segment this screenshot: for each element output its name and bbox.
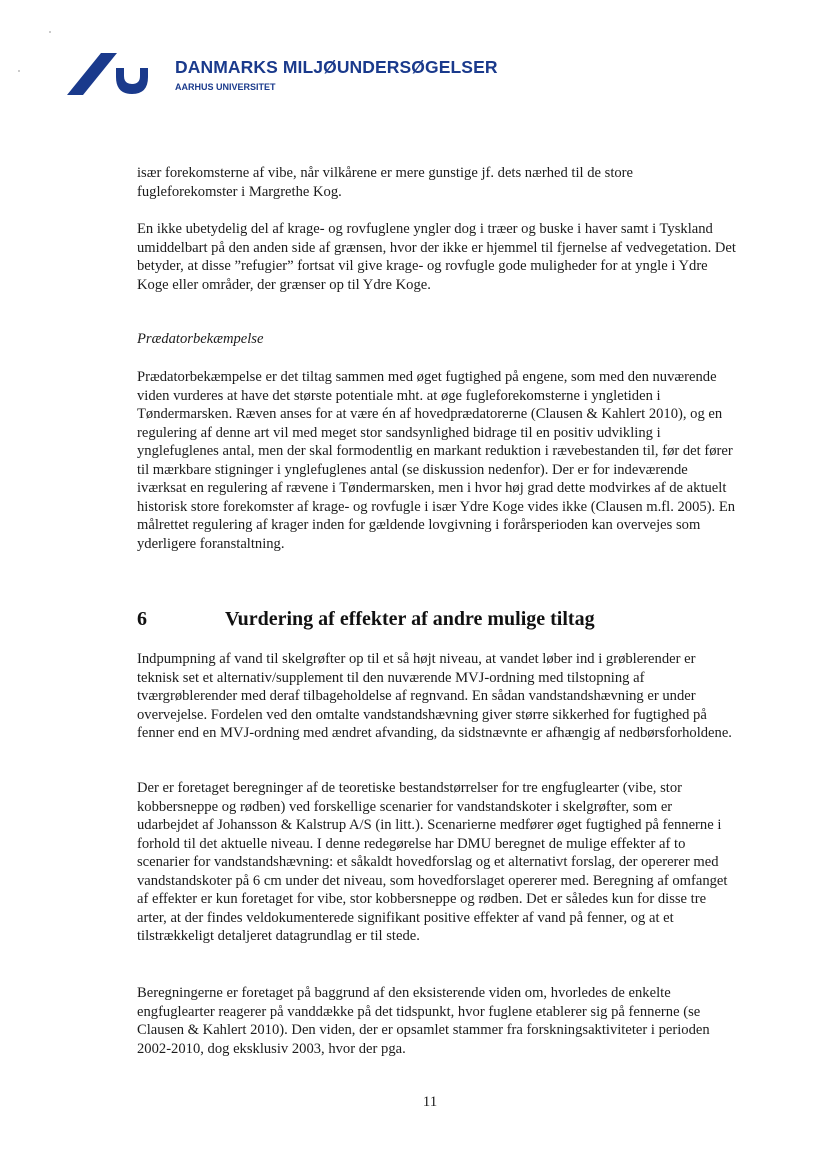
organization-name: DANMARKS MILJØUNDERSØGELSER [175, 57, 498, 77]
body-paragraph [137, 984, 737, 1058]
body-paragraph [137, 779, 737, 946]
section-title: Vurdering af effekter af andre mulige tiltag [225, 608, 595, 630]
paragraph-text: En ikke ubetydelig del af krage- og rovfuglene yngler dog i træer og buske i haver samt i Tyskland umiddelbart på den anden side af grænsen, hvor der ikke er hjemmel til fjernelse af vedvegetation. Det betyder, at disse ”refugier” fortsat vil give krage- og rovfugle gode muligheder for at yngle i Ydre Koge eller områder, der grænser op til Ydre Koge. [137, 221, 736, 293]
body-paragraph [137, 368, 737, 553]
scan-speck [18, 70, 20, 72]
paragraph-text: Prædatorbekæmpelse er det tiltag sammen med øget fugtighed på engene, som med den nuværende viden vurderes at have det største potentiale mht. at øge fugleforekomsterne i yngletiden i Tøndermarsken. Ræven anses for at være én af hovedprædatorerne (Clausen & Kahlert 2010), og en regulering af denne art vil med meget stor sandsynlighed bidrage til en positiv udvikling i ynglefuglenes antal, men der skal formodentlig en markant reduktion i rævebestanden til, før det fører til mærkbare stigninger i ynglefuglenes antal (se diskussion nedenfor). Der er for indeværende iværksat en regulering af rævene i Tøndermarsken, men i hvor høj grad dette modvirkes af de aktuelt historisk store forekomster af krage- og rovfugle i især Ydre Koge vides ikke (Clausen m.fl. 2005). En målrettet regulering af krager inden for gældende lovgivning i forårsperioden kan overvejes som yderligere foranstaltning. [137, 369, 736, 552]
body-paragraph [137, 650, 737, 743]
body-paragraph [137, 220, 737, 294]
section-number: 6 [137, 608, 147, 630]
subsection-heading: Prædatorbekæmpelse [137, 331, 264, 347]
paragraph-text: Beregningerne er foretaget på baggrund af den eksisterende viden om, hvorledes de enkelte engfuglearter reagerer på vanddække på det tidspunkt, hvor fuglene etablerer sig på fennerne (se Clausen & Kahlert 2010). Den viden, der er opsamlet stammer fra forskningsaktiviteter i perioden 2002-2010, dog eksklusiv 2003, hvor der pga. [137, 985, 710, 1057]
page-number: 11 [422, 1094, 438, 1110]
paragraph-text: Indpumpning af vand til skelgrøfter op til et så højt niveau, at vandet løber ind i grøblerender er teknisk set et alternativ/supplement til den nuværende MVJ-ordning med tilstopning af tværgrøblerender med deraf tilbageholdelse af regnvand. En sådan vandstandshævning er under overvejelse. Fordelen ved den omtalte vandstandshævning giver større sikkerhed for fugtighed på fenner end en MVJ-ordning med ændret afvanding, da sidstnævnte er afhængig af nedbørsforholdene. [137, 651, 732, 741]
organization-subtitle: AARHUS UNIVERSITET [175, 82, 276, 92]
body-paragraph [137, 164, 737, 201]
paragraph-text: Der er foretaget beregninger af de teoretiske bestandstørrelser for tre engfuglearter (vibe, stor kobbersneppe og rødben) ved forskellige scenarier for vandstandskoter i skelgrøfter, som er udarbejdet af Johansson & Kalstrup A/S (in litt.). Scenarierne medfører øget fugtighed på fennerne i forhold til det aktuelle niveau. I denne redegørelse har DMU beregnet de mulige effekter af to scenarier for vandstandshævning: et såkaldt hovedforslag og et alternativt forslag, der opererer med vandstandskoter på 6 cm under det niveau, som hovedforslaget opererer med. Beregning af omfanget af effekter er kun foretaget for vibe, stor kobbersneppe og rødben. Det er således kun for disse tre arter, at der findes veldokumenterede signifikant positive effekter af vand på fenner, og at et tilstrækkeligt detaljeret datagrundlag er til stede. [137, 780, 728, 944]
scan-speck [49, 31, 51, 33]
paragraph-text: især forekomsterne af vibe, når vilkårene er mere gunstige jf. dets nærhed til de store fugleforekomster i Margrethe Kog. [137, 165, 634, 200]
au-logo-icon [64, 52, 160, 103]
